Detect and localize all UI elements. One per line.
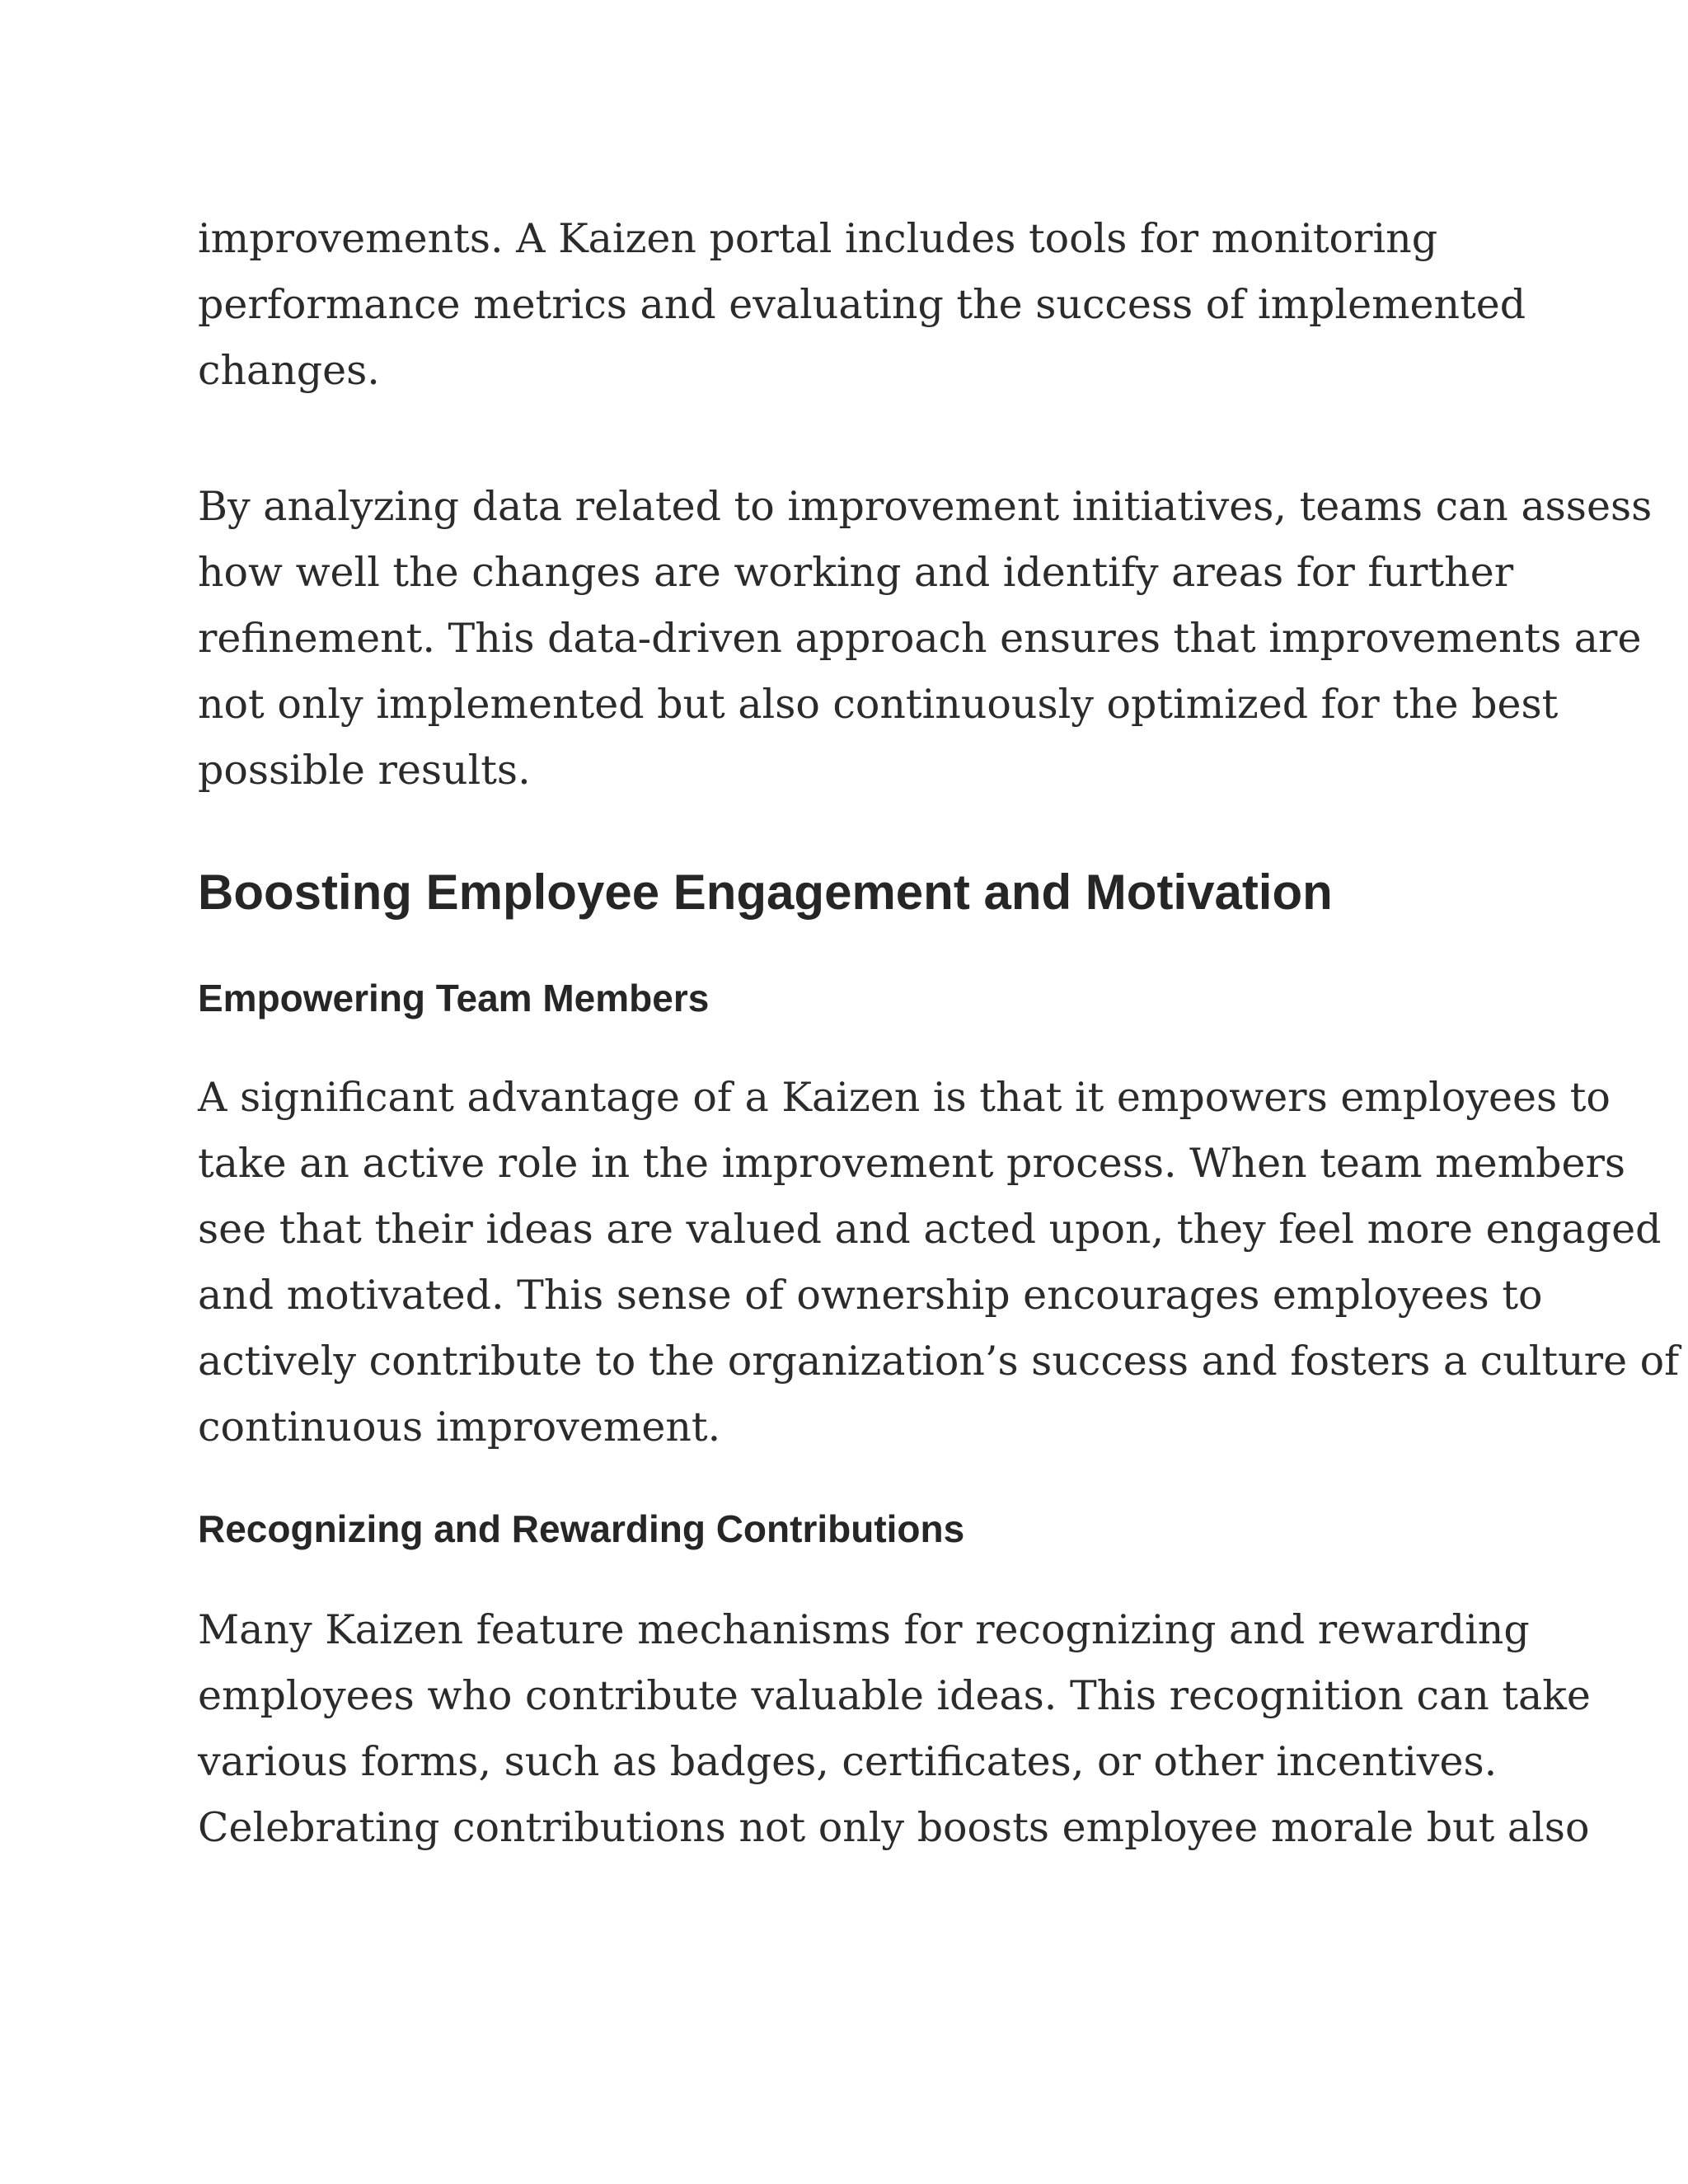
paragraph-analyzing-data <box>198 474 1653 804</box>
text-line: various forms, such as badges, certificates, or other incentives. <box>198 1738 1498 1785</box>
text-line: improvements. A Kaizen portal includes tools for monitoring <box>198 215 1438 262</box>
document-page <box>198 206 1680 1861</box>
text-line: Many Kaizen feature mechanisms for recognizing and rewarding <box>198 1606 1530 1653</box>
text-line: Celebrating contributions not only boosts employee morale but also <box>198 1804 1590 1851</box>
text-line: employees who contribute valuable ideas. This recognition can take <box>198 1672 1591 1719</box>
text-line: By analyzing data related to improvement initiatives, teams can assess <box>198 483 1653 530</box>
text-line: see that their ideas are valued and acted upon, they feel more engaged <box>198 1206 1662 1253</box>
paragraph-empowering <box>198 1065 1680 1460</box>
text-line: refinement. This data-driven approach ensures that improvements are <box>198 615 1642 662</box>
subsection-heading-recognizing-rewarding: Recognizing and Rewarding Contributions <box>198 1507 965 1550</box>
text-line: A significant advantage of a Kaizen is that it empowers employees to <box>198 1074 1611 1121</box>
text-line: changes. <box>198 347 380 394</box>
text-line: continuous improvement. <box>198 1404 721 1451</box>
paragraph-monitoring <box>198 206 1526 404</box>
section-heading-boosting-engagement: Boosting Employee Engagement and Motivation <box>198 865 1333 920</box>
subsection-heading-empowering-team: Empowering Team Members <box>198 977 710 1019</box>
text-line: how well the changes are working and identify areas for further <box>198 549 1514 596</box>
text-line: performance metrics and evaluating the success of implemented <box>198 281 1526 328</box>
text-line: not only implemented but also continuously optimized for the best <box>198 681 1559 728</box>
text-line: possible results. <box>198 747 531 794</box>
text-line: and motivated. This sense of ownership encourages employees to <box>198 1272 1543 1319</box>
text-line: take an active role in the improvement process. When team members <box>198 1140 1626 1187</box>
paragraph-recognizing <box>198 1597 1591 1861</box>
text-line: actively contribute to the organization’s success and fosters a culture of <box>198 1338 1680 1385</box>
